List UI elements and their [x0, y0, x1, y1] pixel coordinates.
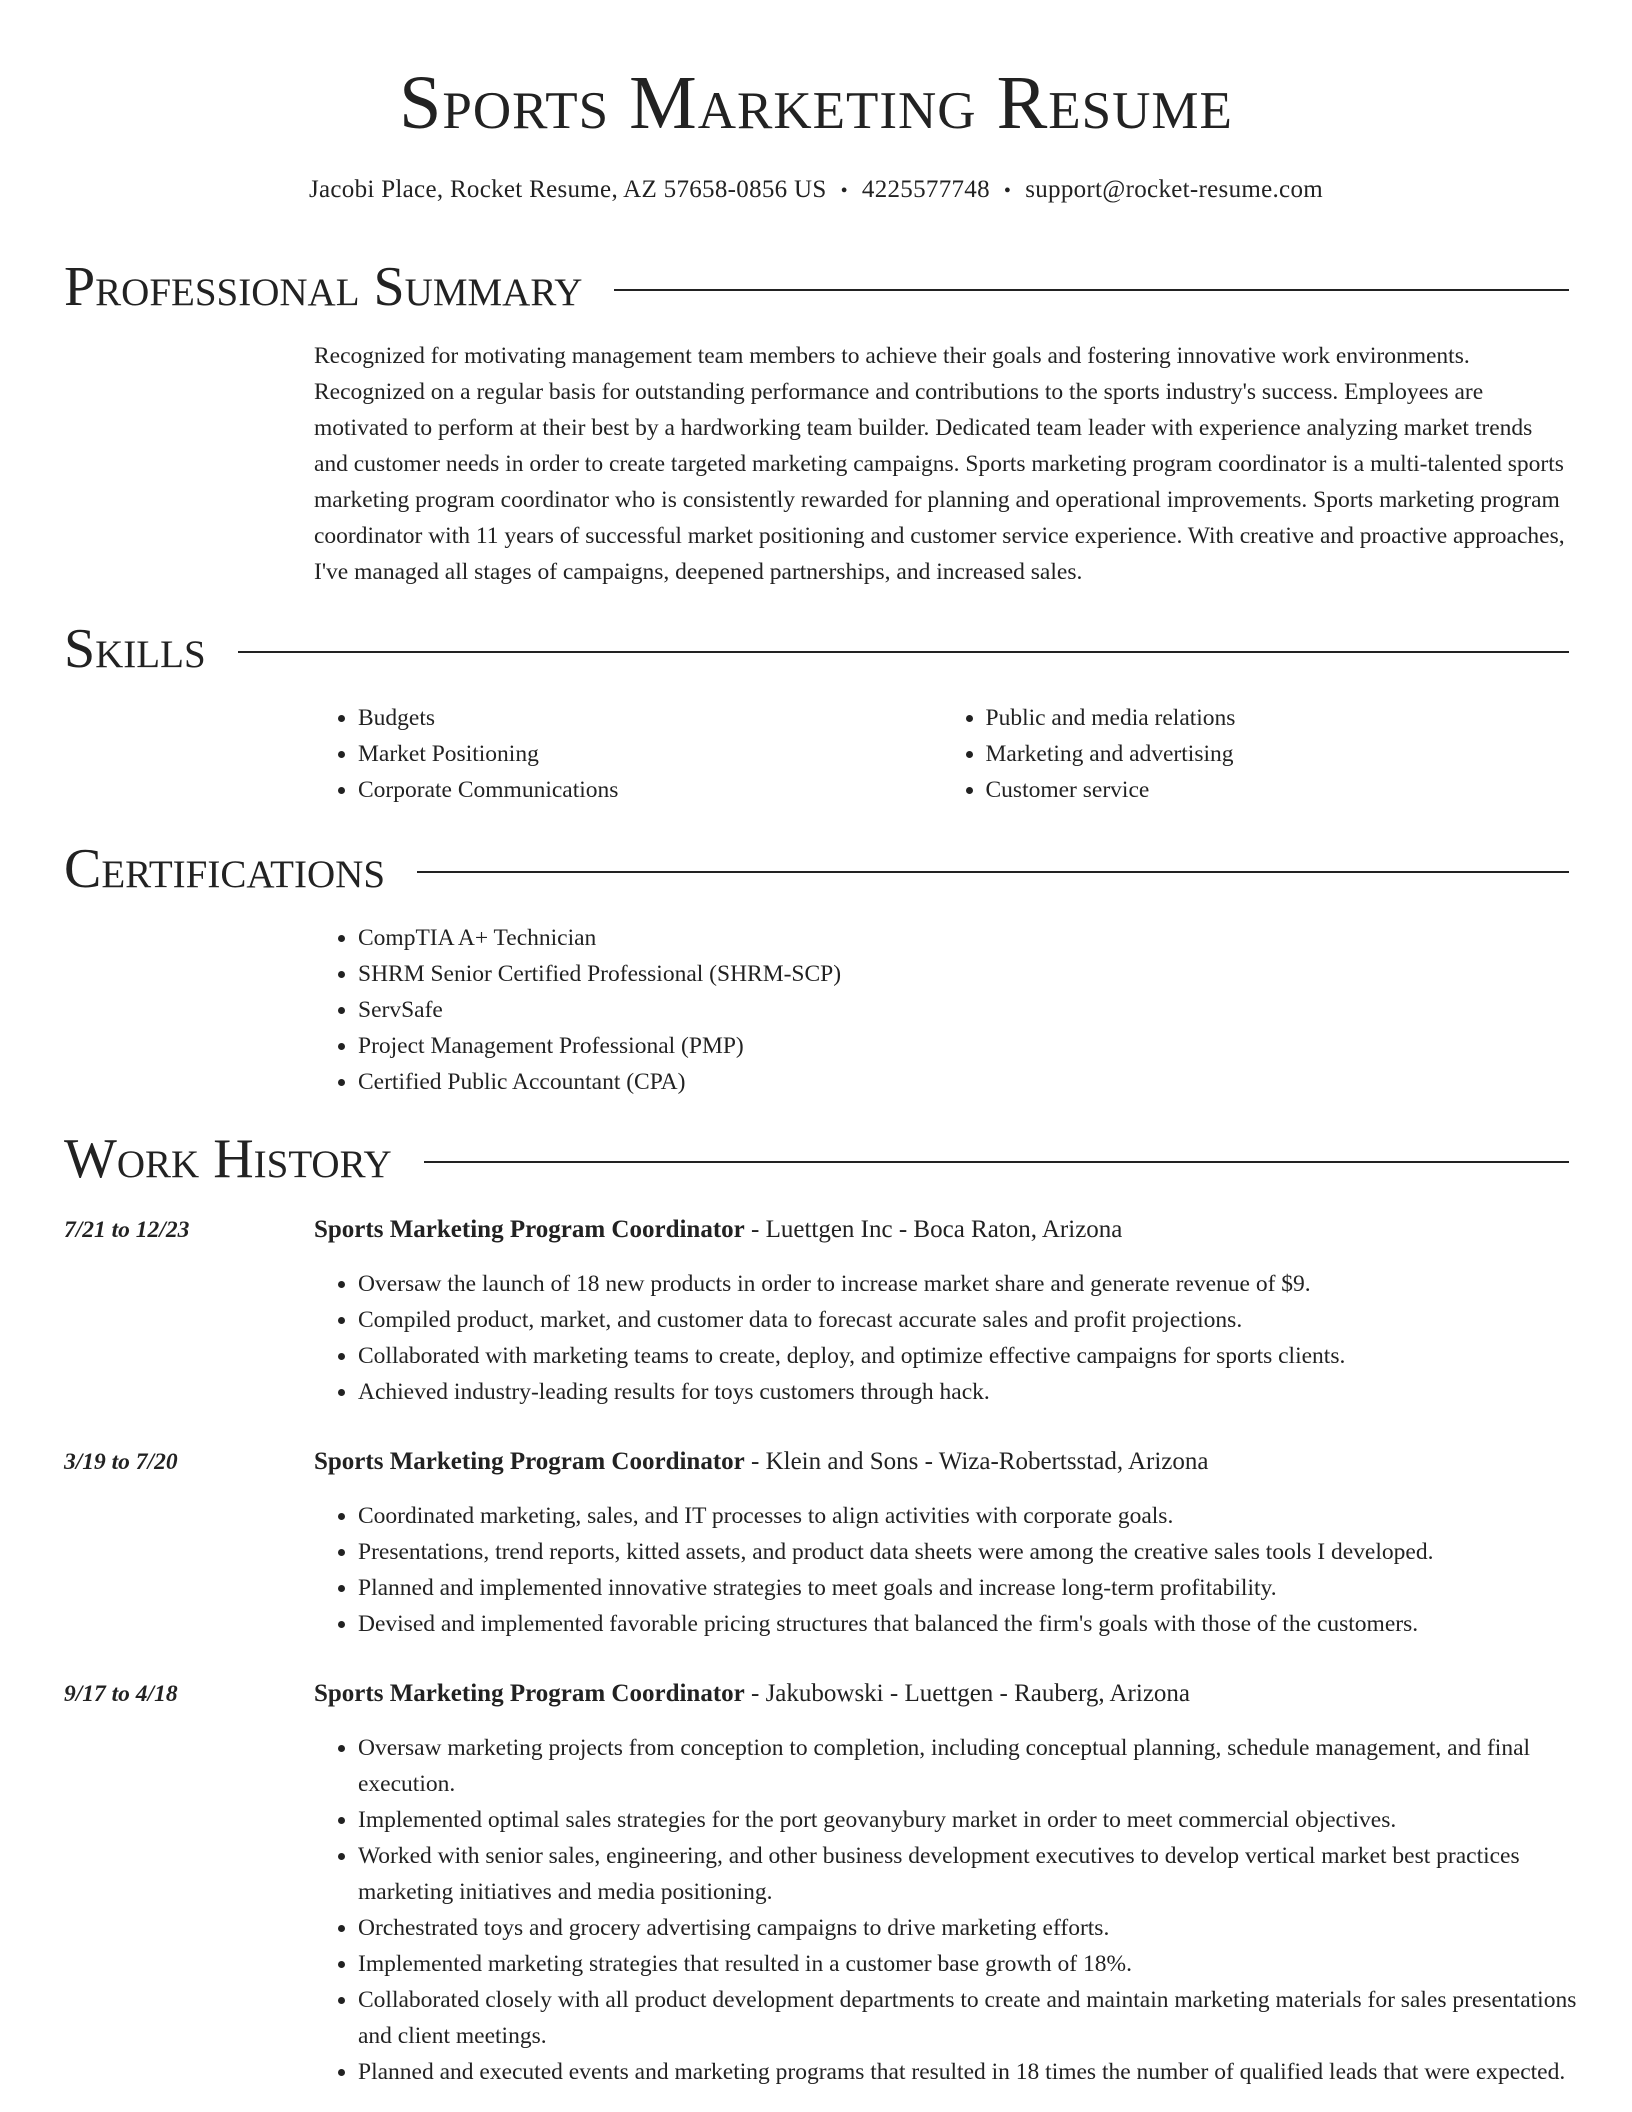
job-header — [314, 1676, 1569, 1712]
skill-item: • Corporate Communications — [358, 772, 942, 808]
job-bullet: • Planned and executed events and marketing programs that resulted in 18 times the number of qualified leads that were expected. — [358, 2054, 1613, 2090]
job-bullet: • Devised and implemented favorable pricing structures that balanced the firm's goals with those of the customers. — [358, 1606, 1613, 1642]
contact-address: Jacobi Place, Rocket Resume, AZ 57658-0856 US — [308, 176, 827, 203]
job-header — [314, 1212, 1569, 1248]
job-role: Sports Marketing Program Coordinator — [314, 1448, 745, 1475]
job-bullet: • Planned and implemented innovative strategies to meet goals and increase long-term profitability. — [358, 1570, 1613, 1606]
certification-item: • Project Management Professional (PMP) — [358, 1028, 1569, 1064]
job-bullets — [314, 1498, 1613, 1642]
job-bullet: • Orchestrated toys and grocery advertising campaigns to drive marketing efforts. — [358, 1910, 1613, 1946]
skills-section-header — [64, 614, 1569, 684]
work-section-header — [64, 1124, 1569, 1194]
skill-item: • Marketing and advertising — [986, 736, 1570, 772]
skills-list-right — [942, 700, 1570, 808]
skill-item: • Public and media relations — [986, 700, 1570, 736]
section-divider — [614, 289, 1569, 291]
resume-title: Sports Marketing Resume — [399, 61, 1233, 145]
skill-item: • Budgets — [358, 700, 942, 736]
certifications-section-header — [64, 834, 1569, 904]
job-bullets — [314, 1266, 1613, 1410]
job-bullet: • Achieved industry-leading results for toys customers through hack. — [358, 1374, 1613, 1410]
certifications-heading: Certifications — [64, 838, 386, 900]
contact-phone: 4225577748 — [861, 176, 990, 203]
contact-separator: • — [1003, 180, 1012, 202]
job-bullet: • Coordinated marketing, sales, and IT processes to align activities with corporate goals. — [358, 1498, 1613, 1534]
certification-item: • Certified Public Accountant (CPA) — [358, 1064, 1569, 1100]
summary-text: Recognized for motivating management team members to achieve their goals and fostering innovative work environments. Recognized on a regular basis for outstanding performance and contributions to the sports industry's success. Employees are motivated to perform at their best by a hardworking team builder. Dedicated team leader with experience analyzing market trends and customer needs in order to create targeted marketing campaigns. Sports marketing program coordinator is a multi-talented sports marketing program coordinator who is consistently rewarded for planning and operational improvements. Sports marketing program coordinator with 11 years of successful market positioning and customer service experience. With creative and proactive approaches, I've managed all stages of campaigns, deepened partnerships, and increased sales. — [314, 343, 1565, 585]
skills-content — [314, 700, 1569, 808]
job-bullet: • Implemented optimal sales strategies for the port geovanybury market in order to meet commercial objectives. — [358, 1802, 1613, 1838]
job-header — [314, 1444, 1569, 1480]
job-bullet: • Oversaw the launch of 18 new products in order to increase market share and generate revenue of $9. — [358, 1266, 1613, 1302]
job-dates: 3/19 to 7/20 — [64, 1449, 178, 1475]
job-dates: 7/21 to 12/23 — [64, 1217, 190, 1243]
skills-grid — [314, 700, 1569, 808]
job-role: Sports Marketing Program Coordinator — [314, 1216, 745, 1243]
certifications-content — [314, 920, 1569, 1100]
job-bullet: • Collaborated with marketing teams to create, deploy, and optimize effective campaigns for sports clients. — [358, 1338, 1613, 1374]
job-details: - Jakubowski - Luettgen - Rauberg, Arizona — [744, 1680, 1191, 1707]
job-bullet: • Presentations, trend reports, kitted assets, and product data sheets were among the creative sales tools I developed. — [358, 1534, 1613, 1570]
job-bullet: • Collaborated closely with all product development departments to create and maintain marketing materials for sales presentations and client meetings. — [358, 1982, 1613, 2054]
skills-list-left — [314, 700, 942, 808]
skill-item: • Market Positioning — [358, 736, 942, 772]
section-divider — [417, 871, 1569, 873]
summary-content — [314, 338, 1569, 590]
job-bullets — [314, 1730, 1613, 2090]
job-dates: 9/17 to 4/18 — [64, 1681, 178, 1707]
job-bullet: • Compiled product, market, and customer data to forecast accurate sales and profit projections. — [358, 1302, 1613, 1338]
summary-section-header — [64, 252, 1569, 322]
certification-item: • CompTIA A+ Technician — [358, 920, 1569, 956]
job-details: - Klein and Sons - Wiza-Robertsstad, Arizona — [744, 1448, 1209, 1475]
job-details: - Luettgen Inc - Boca Raton, Arizona — [744, 1216, 1123, 1243]
section-divider — [238, 651, 1569, 653]
certification-item: • ServSafe — [358, 992, 1569, 1028]
job-bullet: • Oversaw marketing projects from conception to completion, including conceptual planning, schedule management, and final execution. — [358, 1730, 1613, 1802]
summary-heading: Professional Summary — [64, 256, 583, 318]
contact-separator: • — [840, 180, 848, 202]
contact-email: support@rocket-resume.com — [1025, 176, 1323, 203]
work-heading: Work History — [64, 1128, 392, 1190]
job-bullet: • Worked with senior sales, engineering, and other business development executives to develop vertical market best practices marketing initiatives and media positioning. — [358, 1838, 1613, 1910]
contact-line — [0, 172, 1632, 209]
job-bullet: • Implemented marketing strategies that resulted in a customer base growth of 18%. — [358, 1946, 1613, 1982]
certifications-list — [314, 920, 1569, 1100]
skills-heading: Skills — [64, 618, 206, 680]
skill-item: • Customer service — [986, 772, 1570, 808]
job-role: Sports Marketing Program Coordinator — [314, 1680, 745, 1707]
section-divider — [424, 1161, 1569, 1163]
certification-item: • SHRM Senior Certified Professional (SHRM-SCP) — [358, 956, 1569, 992]
